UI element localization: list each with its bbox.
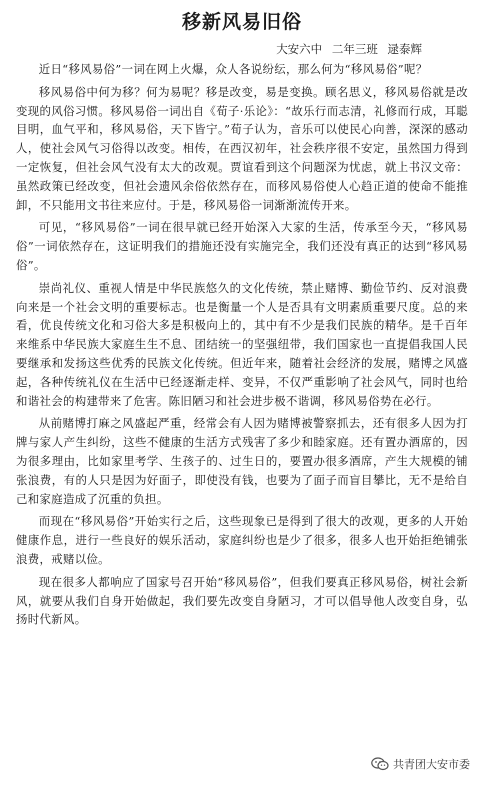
author-byline: 大安六中 二年三班 逯泰辉 — [276, 42, 422, 56]
paragraph-3: 可见，“移风易俗”一词在很早就已经开始深入大家的生活，传承至今天，“移风易俗”一词依然存在，这证明我们的措施还没有实施完全，我们还没有真正的达到“移风易俗”。 — [16, 220, 468, 272]
paragraph-4: 崇尚礼仪、重视人情是中华民族悠久的文化传统，禁止赌博、勤俭节约、反对浪费向来是一个社会文明的重要标志。也是衡量一个人是否具有文明素质重要尺度。总的来看，优良传统文化和习俗大多是积极向上的，其中有不少是我们民族的精华。是千百年来维系中华民族大家庭生生不息、团结统一的坚强纽带，我们国家也一直提倡我国人民要继承和发扬这些优秀的民族文化传统。但近年来，随着社会经济的发展，赌博之风盛起，各种传统礼仪在生活中已经逐渐走样、变异，不仅严重影响了社会风气，同时也给和谐社会的构建带来了危害。陈旧陋习和社会进步极不谐调，移风易俗势在必行。 — [16, 280, 468, 408]
watermark — [371, 756, 470, 772]
paragraph-5: 从前赌博打麻之风盛起严重，经常会有人因为赌博被警察抓去，还有很多人因为打牌与家人产生纠纷，这些不健康的生活方式残害了多少和睦家庭。还有置办酒席的，因为很多理由，比如家里考学、生孩子的、过生日的，要置办很多酒席，产生大规模的铺张浪费，有的人只是因为好面子，即使没有钱，也要为了面子而盲目攀比，无不是给自己和家庭造成了沉重的负担。 — [16, 416, 468, 506]
wechat-icon — [371, 757, 389, 771]
paragraph-7: 现在很多人都响应了国家号召开始“移风易俗”，但我们要真正移风易俗，树社会新风，就要从我们自身开始做起，我们要先改变自身陋习，才可以倡导他人改变自身，弘扬时代新风。 — [16, 574, 468, 627]
paragraph-6: 而现在“移风易俗”开始实行之后，这些现象已是得到了很大的改观，更多的人开始健康作息，进行一些良好的娱乐活动，家庭纠纷也是少了很多，很多人也开始拒绝铺张浪费，戒赌以俭。 — [16, 514, 468, 566]
watermark-text: 共青团大安市委 — [393, 758, 470, 771]
paragraph-1: 近日“移风易俗”一词在网上火爆，众人各说纷纭，那么何为“移风易俗”呢？ — [38, 62, 428, 76]
paragraph-2: 移风易俗中何为移？何为易呢？移是改变，易是变换。顾名思义，移风易俗就是改变现的风俗习惯。移风易俗一词出自《荀子·乐论》：“故乐行而志清，礼修而行成，耳聪目明，血气平和，移风易俗，天下皆宁。”荀子认为，音乐可以使民心向善，深深的感动人，使社会风气习俗得以改变。相传，在西汉初年，社会秩序很不安定，虽然国力得到一定恢复，但社会风气没有太大的改观。贾谊看到这个问题深为忧虑，就上书汉文帝：虽然政策已经改变，但社会遗风余俗依然存在，而移风易俗使人心趋正道的使命不能推卸，不只能用文书往来应付。于是，移风易俗一词渐渐流传开来。 — [16, 84, 468, 212]
page-title: 移新风易旧俗 — [181, 11, 302, 33]
